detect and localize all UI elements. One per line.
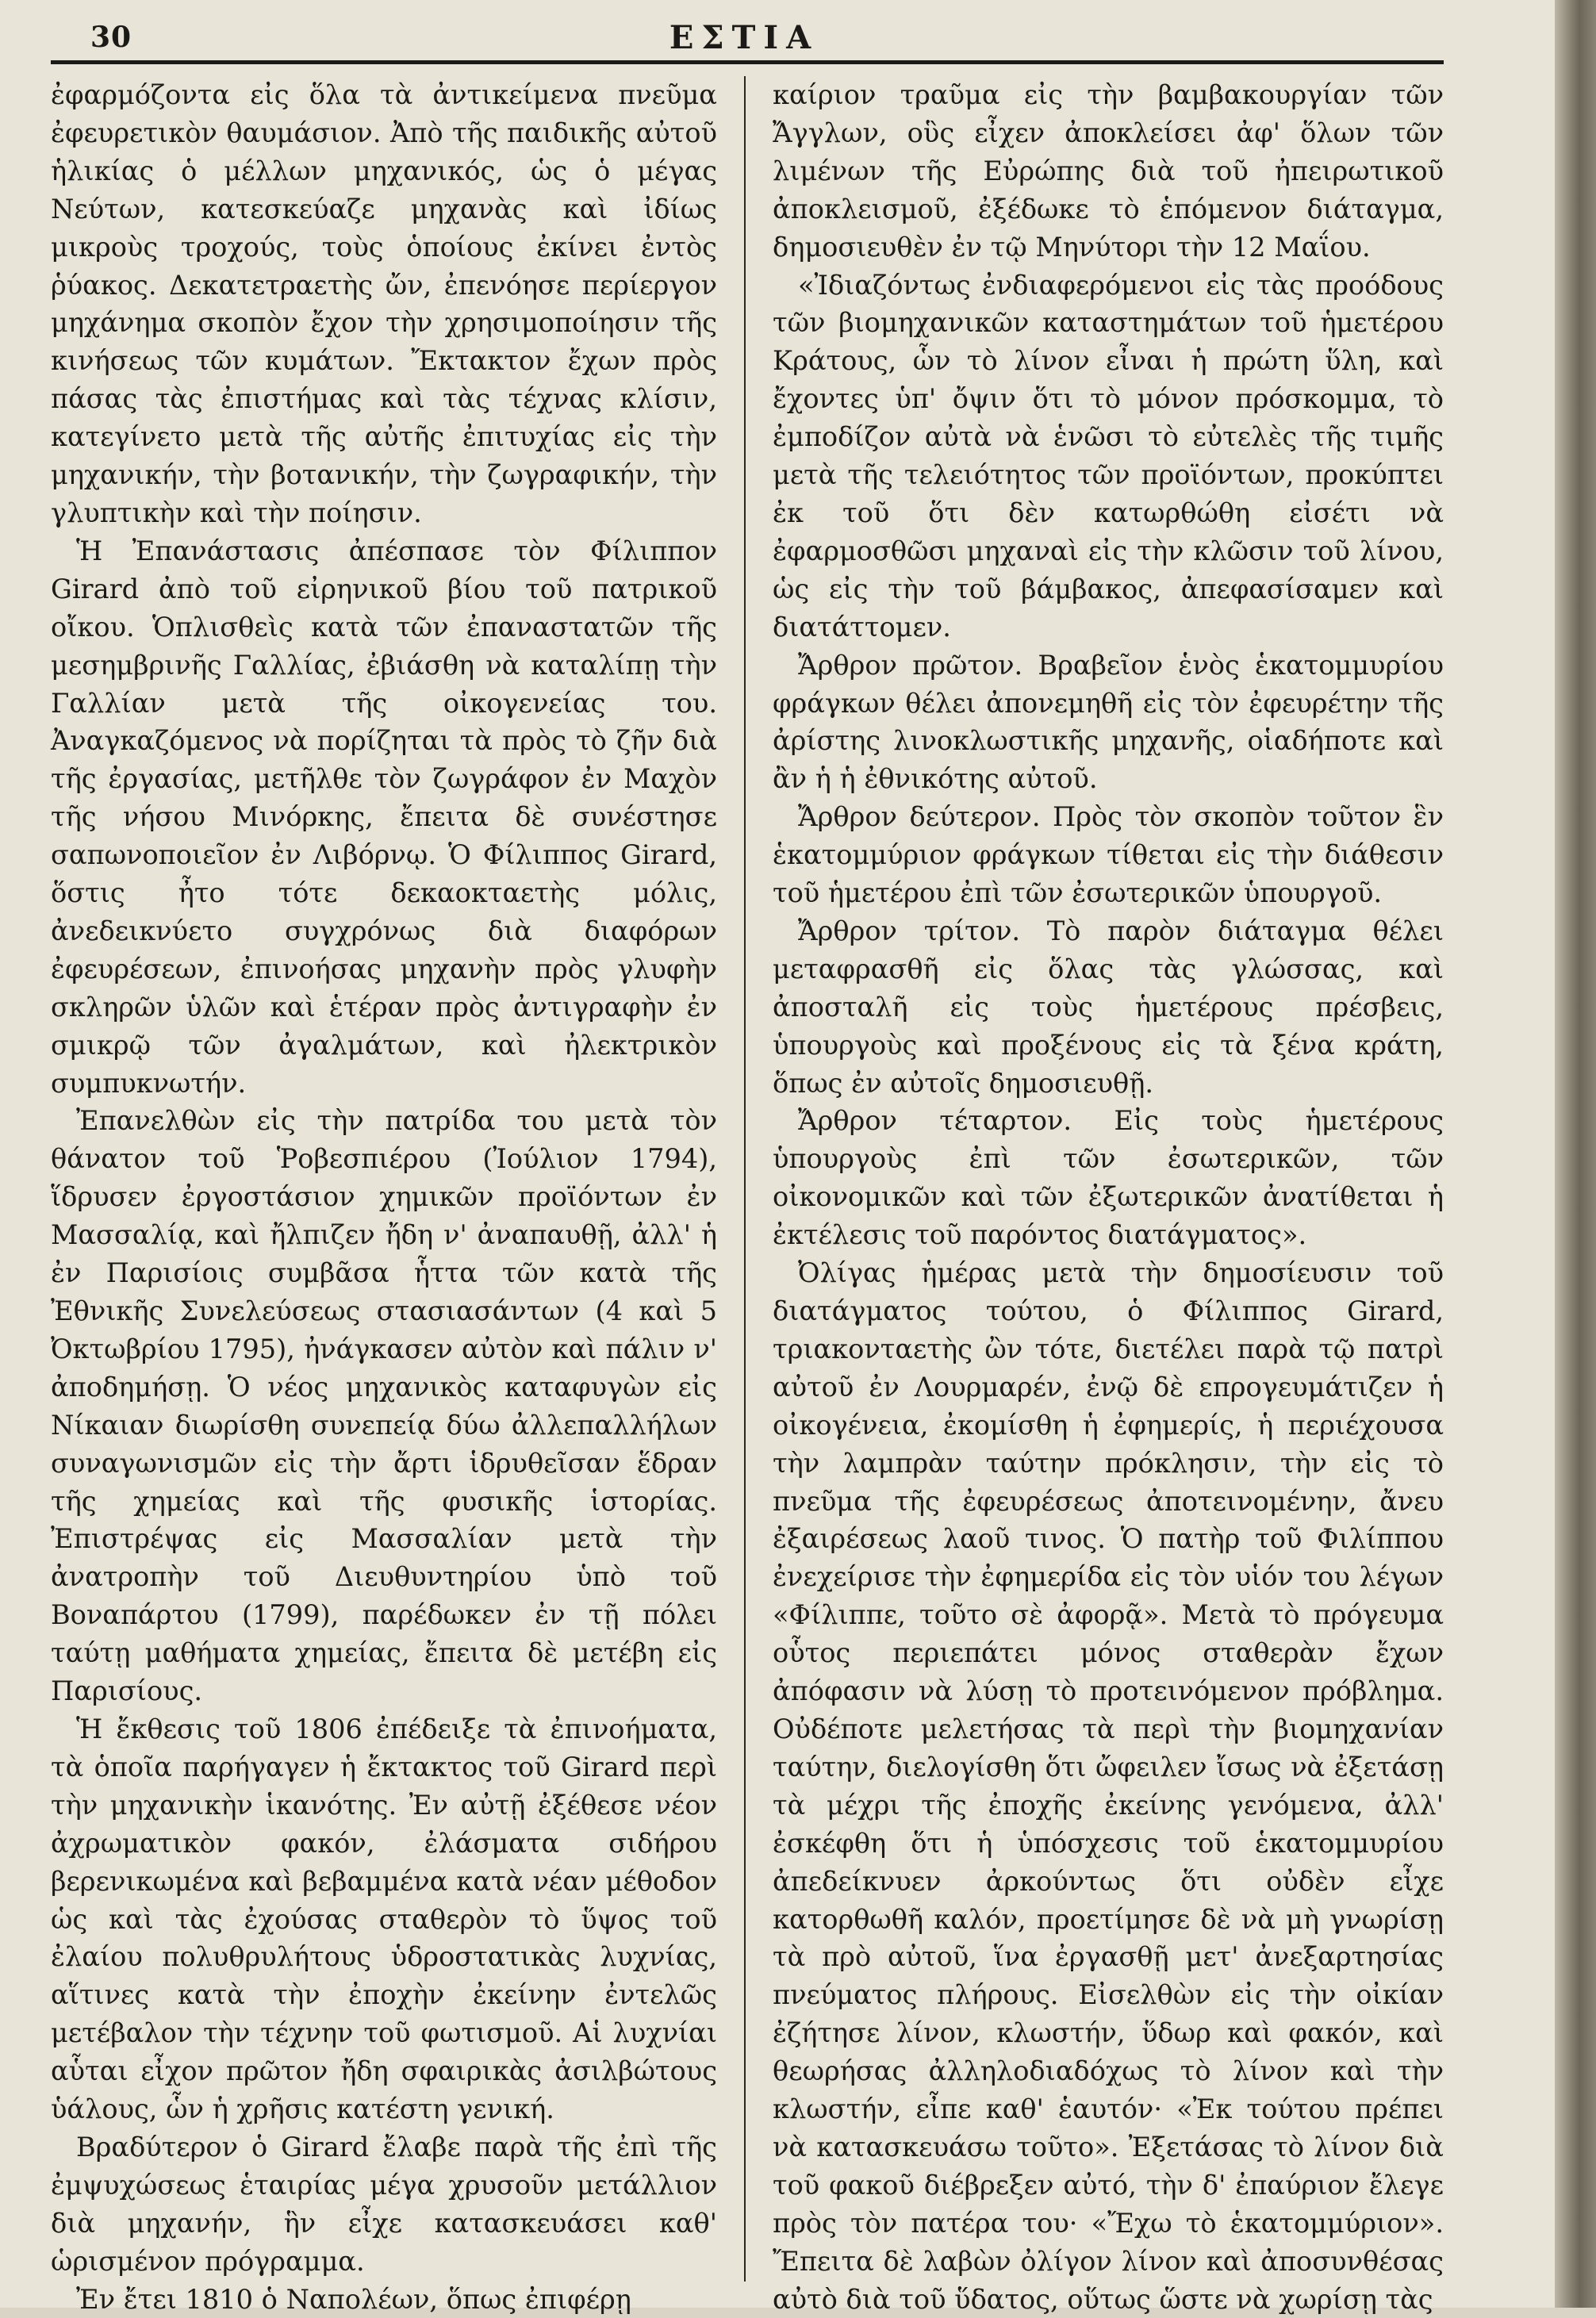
decree-article: Ἄρθρον τρίτον. Τὸ παρὸν διάταγμα θέλει μεταφρασθῆ εἰς ὅλας τὰς γλώσσας, καὶ ἀποσταλῆ εἰς τοὺς ἡμετέρους πρέσβεις, ὑπουργοὺς καὶ προξένους εἰς τὰ ξένα κράτη, ὅπως ἐν αὐτοῖς δημοσιευθῇ.	[773, 915, 1444, 1099]
decree-preamble: «Ἰδιαζόντως ἐνδιαφερόμενοι εἰς τὰς προόδους τῶν βιομηχανικῶν καταστημάτων τοῦ ἡμετέρου Κράτους, ὧν τὸ λίνον εἶναι ἡ πρώτη ὕλη, καὶ ἔχοντες ὑπ' ὄψιν ὅτι τὸ μόνον πρόσκομμα, τὸ ἐμποδίζον αὐτὰ νὰ ἑνῶσι τὸ εὐτελὲς τῆς τιμῆς μετὰ τῆς τελειότητος τῶν προϊόντων, προκύπτει ἐκ τοῦ ὅτι δὲν κατωρθώθη εἰσέτι νὰ ἐφαρμοσθῶσι μηχαναὶ εἰς τὴν κλῶσιν τοῦ λίνου, ὡς εἰς τὴν τοῦ βάμβακος, ἀπεφασίσαμεν καὶ διατάττομεν.	[773, 269, 1444, 643]
journal-title: ΕΣΤΙΑ	[669, 19, 819, 56]
decree-article: Ἄρθρον δεύτερον. Πρὸς τὸν σκοπὸν τοῦτον ἓν ἑκατομμύριον φράγκων τίθεται εἰς τὴν διάθεσιν τοῦ ἡμετέρου ἐπὶ τῶν ἐσωτερικῶν ὑπουργοῦ.	[773, 801, 1444, 909]
left-column	[51, 76, 717, 2315]
paragraph: ἐφαρμόζοντα εἰς ὅλα τὰ ἀντικείμενα πνεῦμα ἐφευρετικὸν θαυμάσιον. Ἀπὸ τῆς παιδικῆς αὐτοῦ ἡλικίας ὁ μέλλων μηχανικός, ὡς ὁ μέγας Νεύτων, κατεσκεύαζε μηχανὰς καὶ ἰδίως μικροὺς τροχούς, τοὺς ὁποίους ἐκίνει ἐντὸς ῥύακος. Δεκατετραετὴς ὤν, ἐπενόησε περίεργον μηχάνημα σκοπὸν ἔχον τὴν χρησιμοποίησιν τῆς κινήσεως τῶν κυμάτων. Ἔκτακτον ἔχων πρὸς πάσας τὰς ἐπιστήμας καὶ τὰς τέχνας κλίσιν, κατεγίνετο μετὰ τῆς αὐτῆς ἐπιτυχίας εἰς τὴν μηχανικήν, τὴν βοτανικήν, τὴν ζωγραφικήν, τὴν γλυπτικὴν καὶ τὴν ποίησιν.	[51, 79, 717, 528]
paragraph: Ἡ ἔκθεσις τοῦ 1806 ἐπέδειξε τὰ ἐπινοήματα, τὰ ὁποῖα παρήγαγεν ἡ ἔκτακτος τοῦ Girard περὶ τὴν μηχανικὴν ἱκανότης. Ἐν αὐτῇ ἐξέθεσε νέον ἀχρωματικὸν φακόν, ἐλάσματα σιδήρου βερενικωμένα καὶ βεβαμμένα κατὰ νέαν μέθοδον ὡς καὶ τὰς ἐχούσας σταθερὸν τὸ ὕψος τοῦ ἐλαίου πολυθρυλήτους ὑδροστατικὰς λυχνίας, αἵτινες κατὰ τὴν ἐποχὴν ἐκείνην ἐντελῶς μετέβαλον τὴν τέχνην τοῦ φωτισμοῦ. Αἱ λυχνίαι αὗται εἶχον πρῶτον ἤδη σφαιρικὰς ἀσιλβώτους ὑάλους, ὧν ἡ χρῆσις κατέστη γενική.	[51, 1713, 717, 2125]
paragraph: καίριον τραῦμα εἰς τὴν βαμβακουργίαν τῶν Ἄγγλων, οὓς εἶχεν ἀποκλείσει ἀφ' ὅλων τῶν λιμένων τῆς Εὐρώπης διὰ τοῦ ἠπειρωτικοῦ ἀποκλεισμοῦ, ἐξέδωκε τὸ ἑπόμενον διάταγμα, δημοσιευθὲν ἐν τῷ Μηνύτορι τὴν 12 Μαΐου.	[773, 79, 1444, 263]
decree-article: Ἄρθρον πρῶτον. Βραβεῖον ἑνὸς ἑκατομμυρίου φράγκων θέλει ἀπονεμηθῆ εἰς τὸν ἐφευρέτην τῆς ἀρίστης λινοκλωστικῆς μηχανῆς, οἱαδήποτε καὶ ἂν ἡ ἡ ἐθνικότης αὐτοῦ.	[773, 649, 1444, 795]
paragraph: Ἡ Ἐπανάστασις ἀπέσπασε τὸν Φίλιππον Girard ἀπὸ τοῦ εἰρηνικοῦ βίου τοῦ πατρικοῦ οἴκου. Ὁπλισθεὶς κατὰ τῶν ἐπαναστατῶν τῆς μεσημβρινῆς Γαλλίας, ἐβιάσθη νὰ καταλίπῃ τὴν Γαλλίαν μετὰ τῆς οἰκογενείας του. Ἀναγκαζόμενος νὰ πορίζηται τὰ πρὸς τὸ ζῆν διὰ τῆς ἐργασίας, μετῆλθε τὸν ζωγράφον ἐν Μαχὸν τῆς νήσου Μινόρκης, ἔπειτα δὲ συνέστησε σαπωνοποιεῖον ἐν Λιβόρνῳ. Ὁ Φίλιππος Girard, ὅστις ἦτο τότε δεκαοκταετὴς μόλις, ἀνεδεικνύετο συγχρόνως διὰ διαφόρων ἐφευρέσεων, ἐπινοήσας μηχανὴν πρὸς γλυφὴν σκληρῶν ὑλῶν καὶ ἑτέραν πρὸς ἀντιγραφὴν ἐν σμικρῷ τῶν ἀγαλμάτων, καὶ ἠλεκτρικὸν συμπυκνωτήν.	[51, 535, 717, 1099]
book-gutter	[1555, 0, 1596, 2308]
page-header	[51, 14, 1437, 59]
right-column	[773, 76, 1444, 2315]
page-number: 30	[90, 21, 132, 54]
header-rule	[51, 60, 1444, 64]
decree-article: Ἄρθρον τέταρτον. Εἰς τοὺς ἡμετέρους ὑπουργοὺς ἐπὶ τῶν ἐσωτερικῶν, τῶν οἰκονομικῶν καὶ τῶν ἐξωτερικῶν ἀνατίθεται ἡ ἐκτέλεσις τοῦ παρόντος διατάγματος».	[773, 1105, 1444, 1251]
paragraph: Ὀλίγας ἡμέρας μετὰ τὴν δημοσίευσιν τοῦ διατάγματος τούτου, ὁ Φίλιππος Girard, τριακονταετὴς ὢν τότε, διετέλει παρὰ τῷ πατρὶ αὐτοῦ ἐν Λουρμαρέν, ἐνῷ δὲ επρογευμάτιζεν ἡ οἰκογένεια, ἐκομίσθη ἡ ἐφημερίς, ἡ περιέχουσα τὴν λαμπρὰν ταύτην πρόκλησιν, τὴν εἰς τὸ πνεῦμα τῆς ἐφευρέσεως ἀποτεινομένην, ἄνευ ἐξαιρέσεως λαοῦ τινος. Ὁ πατὴρ τοῦ Φιλίππου ἐνεχείρισε τὴν ἐφημερίδα εἰς τὸν υἱόν του λέγων «Φίλιππε, τοῦτο σὲ ἀφορᾷ». Μετὰ τὸ πρόγευμα οὗτος περιεπάτει μόνος σταθερὰν ἔχων ἀπόφασιν νὰ λύσῃ τὸ προτεινόμενον πρόβλημα. Οὐδέποτε μελετήσας τὰ περὶ τὴν βιομηχανίαν ταύτην, διελογίσθη ὅτι ὤφειλεν ἴσως νὰ ἐξετάσῃ τὰ μέχρι τῆς ἐποχῆς ἐκείνης γενόμενα, ἀλλ' ἐσκέφθη ὅτι ἡ ὑπόσχεσις τοῦ ἑκατομμυρίου ἀπεδείκνυεν ἀρκούντως ὅτι οὐδὲν εἶχε κατορθωθῆ καλόν, προετίμησε δὲ νὰ μὴ γνωρίσῃ τὰ πρὸ αὐτοῦ, ἵνα ἐργασθῇ μετ' ἀνεξαρτησίας πνεύματος πλήρους. Εἰσελθὼν εἰς τὴν οἰκίαν ἐζήτησε λίνον, κλωστήν, ὕδωρ καὶ φακόν, καὶ θεωρήσας ἀλληλοδιαδόχως τὸ λίνον καὶ τὴν κλωστήν, εἶπε καθ' ἑαυτόν· «Ἐκ τούτου πρέπει νὰ κατασκευάσω τοῦτο». Ἐξετάσας τὸ λίνον διὰ τοῦ φακοῦ διέβρεξεν αὐτό, τὴν δ' ἐπαύριον ἔλεγε πρὸς τὸν πατέρα του· «Ἔχω τὸ ἑκατομμύριον». Ἔπειτα δὲ λαβὼν ὀλίγον λίνον καὶ ἀποσυνθέσας αὐτὸ διὰ τοῦ ὕδατος, οὕτως ὥστε νὰ χωρίσῃ τὰς	[773, 1257, 1444, 2315]
column-divider	[744, 76, 746, 2282]
paragraph: Ἐν ἔτει 1810 ὁ Ναπολέων, ὅπως ἐπιφέρῃ	[76, 2283, 631, 2315]
paragraph: Ἐπανελθὼν εἰς τὴν πατρίδα του μετὰ τὸν θάνατον τοῦ Ῥοβεσπιέρου (Ἰούλιον 1794), ἵδρυσεν ἐργοστάσιον χημικῶν προϊόντων ἐν Μασσαλίᾳ, καὶ ἤλπιζεν ἤδη ν' ἀναπαυθῇ, ἀλλ' ἡ ἐν Παρισίοις συμβᾶσα ἧττα τῶν κατὰ τῆς Ἐθνικῆς Συνελεύσεως στασιασάντων (4 καὶ 5 Ὀκτωβρίου 1795), ἠνάγκασεν αὐτὸν καὶ πάλιν ν' ἀποδημήσῃ. Ὁ νέος μηχανικὸς καταφυγὼν εἰς Νίκαιαν διωρίσθη συνεπείᾳ δύω ἀλλεπαλλήλων συναγωνισμῶν εἰς τὴν ἄρτι ἱδρυθεῖσαν ἕδραν τῆς χημείας καὶ τῆς φυσικῆς ἱστορίας. Ἐπιστρέψας εἰς Μασσαλίαν μετὰ τὴν ἀνατροπὴν τοῦ Διευθυντηρίου ὑπὸ τοῦ Βοναπάρτου (1799), παρέδωκεν ἐν τῇ πόλει ταύτῃ μαθήματα χημείας, ἔπειτα δὲ μετέβη εἰς Παρισίους.	[51, 1105, 717, 1707]
paragraph: Βραδύτερον ὁ Girard ἔλαβε παρὰ τῆς ἐπὶ τῆς ἐμψυχώσεως ἑταιρίας μέγα χρυσοῦν μετάλλιον διὰ μηχανήν, ἣν εἶχε κατασκευάσει καθ' ὡρισμένον πρόγραμμα.	[51, 2131, 717, 2277]
